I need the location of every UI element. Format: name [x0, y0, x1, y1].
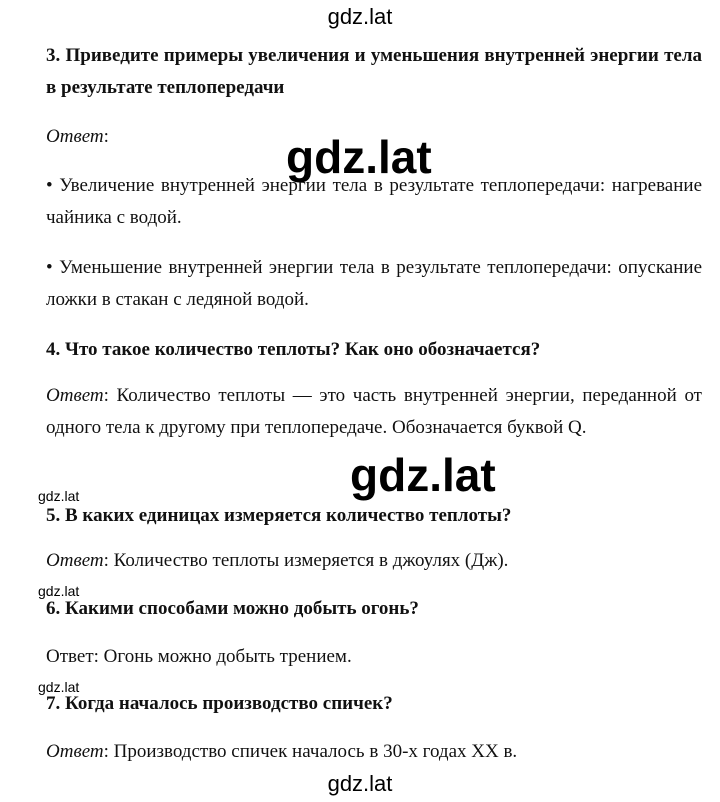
answer-label: Ответ — [46, 126, 104, 147]
answer-text: : Количество теплоты измеряется в джоулях (Дж). — [103, 550, 509, 571]
question-6: 6. Какими способами можно добыть огонь? — [46, 598, 419, 619]
answer-label: Ответ — [46, 550, 104, 571]
question-4: 4. Что такое количество теплоты? Как оно обозначается? — [46, 339, 541, 360]
watermark-large: gdz.lat — [286, 131, 432, 183]
answer-7 — [18, 736, 702, 768]
watermark-bottom: gdz.lat — [327, 771, 393, 796]
question-7: 7. Когда началось производство спичек? — [46, 693, 393, 714]
answer-6: Ответ: Огонь можно добыть трением. — [46, 646, 352, 667]
answer-text: : Количество теплоты — это часть внутренней энергии, переданной от одного тела к другому при теплопередаче. Обозначается буквой Q. — [46, 385, 702, 438]
watermark-large: gdz.lat — [350, 449, 496, 501]
question-5: 5. В каких единицах измеряется количество теплоты? — [46, 505, 512, 526]
answer-separator: : — [103, 126, 109, 147]
answer-label: Ответ — [46, 385, 104, 406]
watermark-small: gdz.lat — [38, 583, 80, 599]
answer-text: : Производство спичек началось в 30-х годах XX в. — [103, 741, 518, 762]
answer-4 — [18, 380, 702, 444]
watermark-small: gdz.lat — [38, 488, 80, 504]
answer-5 — [18, 545, 702, 577]
answer-3-bullet-1: • Увеличение внутренней энергии тела в результате теплопередачи: нагревание чайника с водой. — [46, 175, 702, 228]
watermark-small: gdz.lat — [38, 679, 80, 695]
question-3: 3. Приведите примеры увеличения и уменьшения внутренней энергии тела в результате теплопередачи — [46, 45, 702, 98]
watermark-top: gdz.lat — [327, 4, 393, 29]
answer-3-bullet-2: • Уменьшение внутренней энергии тела в результате теплопередачи: опускание ложки в стакан с ледяной водой. — [46, 257, 702, 310]
answer-3-label — [18, 121, 702, 153]
answer-label: Ответ — [46, 741, 104, 762]
